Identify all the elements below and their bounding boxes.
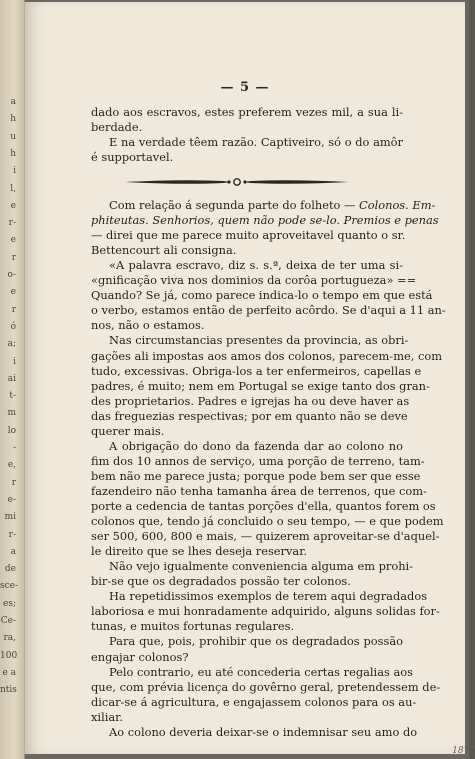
previous-page-fragment: o- (7, 270, 16, 280)
previous-page-fragment: Ce- (0, 616, 16, 626)
previous-page-fragment: h (10, 114, 16, 125)
previous-page-fragment: lo (7, 425, 16, 436)
previous-page-fragment: a; (7, 339, 16, 350)
text-line: Não vejo igualmente conveniencia alguma em prohi- (109, 559, 414, 574)
previous-page-fragment: sce- (0, 581, 19, 592)
previous-page-fragment: a (10, 546, 16, 557)
text-line: «gnificação viva nos dominios da corôa portugueza» == (91, 273, 417, 288)
edge-note: 1877 (452, 746, 475, 756)
text-line: gações ali impostas aos amos dos colonos, parecem-me, com (91, 348, 443, 363)
text-line: engajar colonos? (91, 649, 189, 664)
text-line: phiteutas. Senhorios, quem não pode se-lo. Premios e penas (91, 213, 439, 228)
previous-page-fragment: ntis (0, 685, 17, 696)
text-line: E na verdade têem razão. Captiveiro, só o do amôr (109, 135, 403, 149)
book-page (24, 2, 475, 756)
previous-page-fragment: es; (3, 598, 16, 609)
previous-page-fragment: r- (8, 218, 16, 229)
previous-page-fragment: de (4, 564, 16, 575)
previous-page-fragment: e (10, 235, 16, 246)
previous-page-fragment: e a (2, 667, 16, 678)
previous-page-fragment: 100 (0, 650, 18, 661)
previous-page-fragment: i (13, 356, 16, 367)
text-line: «A palavra escravo, diz s. s.ª, deixa de ter uma si- (109, 258, 403, 273)
text-line: berdade. (91, 120, 143, 134)
previous-page-fragment: r (11, 477, 16, 488)
previous-page-fragment: e, (7, 460, 16, 471)
previous-page-fragment: l, (10, 183, 16, 194)
text-line: dicar-se á agricultura, e engajassem colonos para os au- (91, 694, 417, 709)
previous-page-fragment: u (10, 131, 16, 142)
page-number: — 5 — (220, 80, 270, 95)
previous-page-fragment: e- (7, 494, 16, 505)
text-line: porte a cedencia de tantas porções d'ella, quantos forem os (91, 499, 436, 513)
text-line: o verbo, estamos então de perfeito acôrdo. Se d'aqui a 11 an- (91, 303, 446, 318)
text-line: querer mais. (91, 423, 165, 438)
previous-page-fragment: r (11, 304, 16, 315)
previous-page-fragment: a (10, 97, 16, 107)
text-line: nos, não o estamos. (91, 318, 205, 333)
previous-page-fragment: r (11, 252, 16, 263)
text-line: A obrigação do dono da fazenda dar ao colono no (109, 438, 403, 453)
previous-page-fragment: - (12, 443, 16, 453)
text-line: Ha repetidissimos exemplos de terem aqui degradados (109, 589, 428, 604)
text-line: bir-se que os degradados possão ter colonos. (91, 574, 351, 589)
text-line: Nas circumstancias presentes da provincia, as obri- (109, 333, 409, 348)
text-line: le direito que se lhes deseja reservar. (91, 544, 308, 559)
text-line: padres, é muito; nem em Portugal se exige tanto dos gran- (91, 378, 430, 393)
text-line: Ao colono deveria deixar-se o indemnisar seu amo do (109, 724, 418, 739)
text-line: fim dos 10 annos de serviço, uma porção de terreno, tam- (91, 453, 425, 468)
previous-page-fragment: h (10, 148, 16, 159)
previous-page-fragment: ó (10, 321, 16, 332)
previous-page-edge (0, 0, 25, 759)
text-line: Para que, pois, prohibir que os degradados possão (109, 634, 403, 649)
text-line: das freguezias respectivas; por em quanto não se deve (91, 408, 408, 423)
text-line: ser 500, 600, 800 e mais, — quizerem aproveitar-se d'aquel- (91, 529, 440, 544)
text-line: que, com prévia licença do govêrno geral, pretendessem de- (91, 679, 441, 694)
ornamental-divider (123, 176, 351, 188)
previous-page-fragment: e (10, 200, 16, 211)
text-line: xiliar. (91, 709, 123, 724)
previous-page-fragment: ra, (3, 633, 16, 644)
previous-page-fragment: t- (9, 391, 16, 402)
text-line: Pelo contrario, eu até concederia certas regalias aos (109, 664, 413, 679)
text-line: — direi que me parece muito aproveitavel quanto o sr. (91, 228, 406, 243)
previous-page-fragment: i (13, 166, 16, 177)
previous-page-fragment: mi (4, 512, 16, 523)
text-line: dado aos escravos, estes preferem vezes mil, a sua li- (91, 105, 403, 119)
text-line: fazendeiro não tenha tamanha área de terrenos, que com- (91, 483, 427, 498)
previous-page-fragment: ai (7, 373, 16, 384)
text-line: Quando? Se já, como parece indica-lo o tempo em que está (91, 288, 433, 303)
previous-page-fragment: r- (8, 529, 16, 540)
previous-page-fragment: e (10, 287, 16, 298)
text-line: colonos que, tendo já concluido o seu tempo, — e que podem (91, 514, 444, 529)
text-line: tunas, e muitos fortunas regulares. (91, 619, 295, 634)
previous-page-fragment: m (7, 408, 16, 419)
text-line: tudo, excessivas. Obriga-los a ter enfermeiros, capellas e (91, 363, 422, 378)
text-line: é supportavel. (91, 150, 174, 164)
text-line: Com relação á segunda parte do folheto — Colonos. Em- (109, 198, 436, 212)
text-line: laboriosa e mui honradamente adquirido, alguns solidas for- (91, 604, 440, 619)
text-line: bem não me parece justa; porque pode bem ser que esse (91, 468, 421, 483)
text-line: des proprietarios. Padres e igrejas ha ou deve haver as (91, 393, 410, 408)
text-line: Bettencourt ali consigna. (91, 243, 237, 258)
